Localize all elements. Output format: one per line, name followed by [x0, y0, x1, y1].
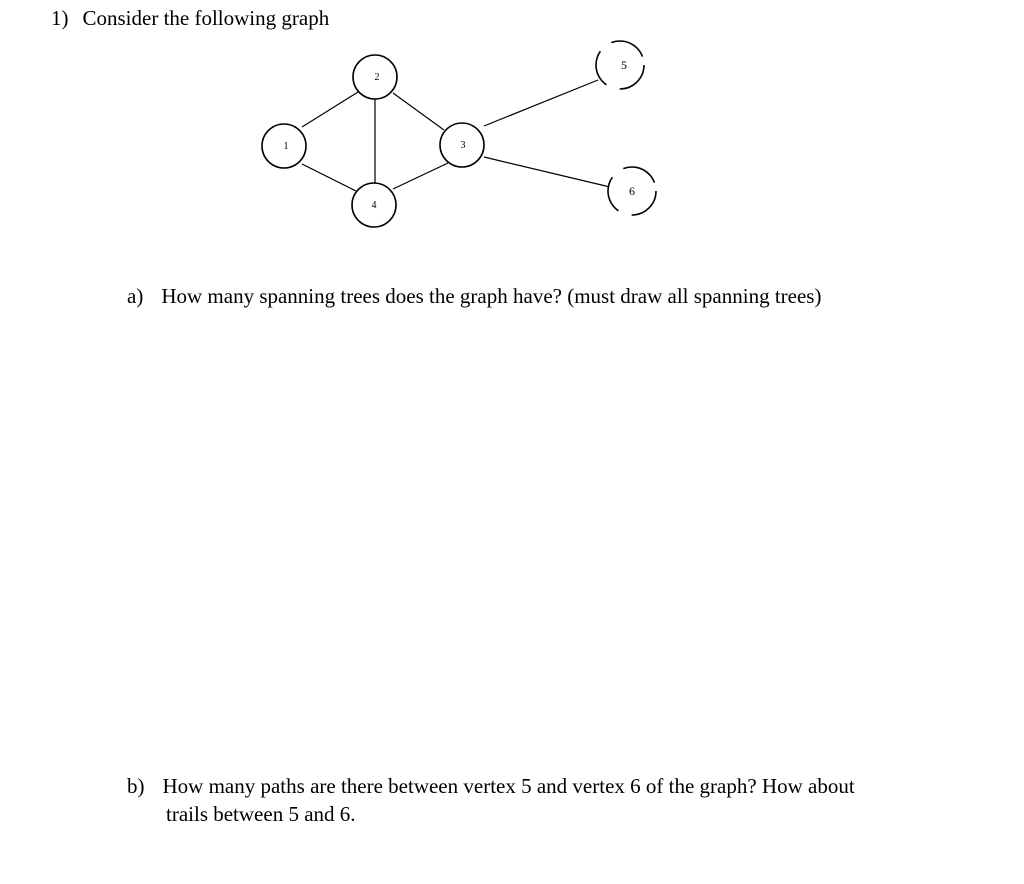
graph-figure	[0, 0, 1024, 260]
part-b-label: b)	[127, 774, 145, 798]
graph-node-2-label: 2	[374, 72, 380, 83]
graph-edge-3-6	[484, 157, 610, 187]
graph-node-4-label: 4	[371, 200, 377, 211]
graph-node-5-label: 5	[621, 58, 627, 72]
part-b-question	[127, 773, 855, 799]
part-a-label: a)	[127, 284, 144, 308]
graph-edge-4-3	[393, 163, 448, 189]
graph-node-6-label: 6	[629, 184, 635, 198]
graph-node-6	[608, 167, 656, 215]
graph-edge-2-3	[393, 93, 444, 130]
part-a-question	[127, 283, 821, 309]
graph-edge-1-2	[302, 92, 358, 127]
graph-node-5	[596, 41, 644, 89]
graph-node-3	[440, 123, 484, 167]
graph-node-3-label: 3	[460, 140, 466, 151]
part-b-text-line1: How many paths are there between vertex 5 and vertex 6 of the graph? How about	[162, 774, 855, 798]
graph-node-2	[353, 55, 397, 99]
graph-node-1	[262, 124, 306, 168]
part-b-text-line2: trails between 5 and 6.	[166, 802, 356, 826]
graph-node-4	[352, 183, 396, 227]
graph-edge-1-4	[302, 164, 356, 191]
part-a-text: How many spanning trees does the graph have? (must draw all spanning trees)	[161, 284, 822, 308]
question-text: Consider the following graph	[82, 6, 330, 30]
graph-node-1-label: 1	[283, 141, 289, 152]
graph-edge-3-5	[484, 80, 598, 126]
question-number: 1)	[51, 6, 69, 30]
